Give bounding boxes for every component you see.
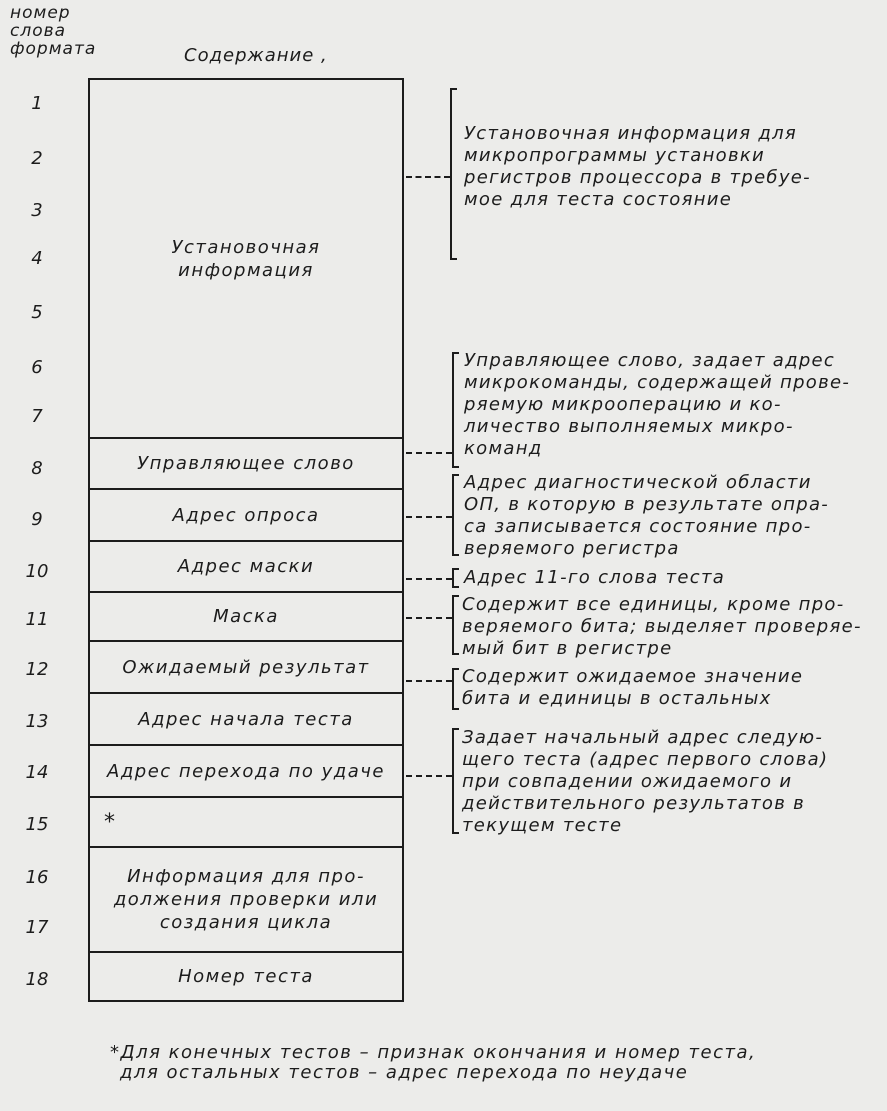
note-line: Адрес диагностической области <box>464 472 812 493</box>
connector-control <box>406 452 452 454</box>
note-line: Установочная информация для <box>464 123 798 144</box>
cell-line: информация <box>178 259 314 281</box>
note-line: Содержит ожидаемое значение <box>462 666 804 687</box>
note-line: микрокоманды, содержащей прове- <box>464 372 851 393</box>
note-line: команд <box>464 438 543 459</box>
cell-poll-address: Адрес опроса <box>90 488 402 540</box>
word-number: 10 <box>25 561 49 582</box>
note-line: личество выполняемых микро- <box>464 416 794 437</box>
footnote-line: для остальных тестов – адрес перехода по неудаче <box>120 1062 689 1083</box>
note-success-jump <box>462 727 828 837</box>
footnote-line: *Для конечных тестов – признак окончания и номер теста, <box>110 1042 757 1063</box>
bracket-setup <box>450 88 457 260</box>
note-line: ОП, в которую в результате опра- <box>464 494 830 515</box>
cell-mask: Маска <box>90 591 402 640</box>
cell-continue-info <box>90 846 402 951</box>
note-line: мое для теста состояние <box>464 189 733 210</box>
bracket-expected <box>452 668 459 710</box>
cell-setup-info <box>90 80 402 437</box>
word-number: 5 <box>31 302 43 323</box>
header-content: Содержание , <box>184 45 328 66</box>
word-number: 6 <box>31 357 43 378</box>
bracket-poll <box>452 474 459 556</box>
note-line: бита и единицы в остальных <box>462 688 772 709</box>
note-line: Содержит все единицы, кроме про- <box>462 594 845 615</box>
note-line: Задает начальный адрес следую- <box>462 727 824 748</box>
note-line: текущем тесте <box>462 815 623 836</box>
note-setup <box>464 123 811 211</box>
note-line: регистров процессора в требуе- <box>464 167 811 188</box>
bracket-success <box>452 728 459 834</box>
word-number: 12 <box>25 659 49 680</box>
note-control-word <box>464 350 850 460</box>
header-word-number <box>10 4 96 58</box>
cell-success-jump-address: Адрес перехода по удаче <box>90 744 402 796</box>
connector-mask <box>406 617 452 619</box>
word-number: 3 <box>31 200 43 221</box>
note-line: веряемого бита; выделяет проверяе- <box>462 616 862 637</box>
word-number: 9 <box>31 509 43 530</box>
word-number: 17 <box>25 917 49 938</box>
cell-line: Установочная <box>171 236 321 258</box>
note-line: са записывается состояние про- <box>464 516 812 537</box>
note-line: ряемую микрооперацию и ко- <box>464 394 782 415</box>
header-line: слова <box>10 21 67 41</box>
header-line: номер <box>10 3 71 23</box>
note-line: микропрограммы установки <box>464 145 766 166</box>
bracket-mask <box>452 595 459 655</box>
word-number: 11 <box>25 609 49 630</box>
cell-line: Информация для про- <box>127 866 365 887</box>
note-line: при совпадении ожидаемого и <box>462 771 793 792</box>
word-number: 7 <box>31 406 43 427</box>
connector-setup <box>406 176 450 178</box>
note-line: Управляющее слово, задает адрес <box>464 350 836 371</box>
note-poll-address <box>464 472 829 560</box>
cell-mask-address: Адрес маски <box>90 540 402 591</box>
cell-test-start-address: Адрес начала теста <box>90 692 402 744</box>
word-number: 16 <box>25 867 49 888</box>
word-number: 15 <box>25 814 49 835</box>
connector-mask-address <box>406 578 452 580</box>
connector-poll <box>406 516 452 518</box>
header-line: формата <box>10 39 97 59</box>
cell-test-number: Номер теста <box>90 951 402 1000</box>
word-number: 13 <box>25 711 49 732</box>
cell-control-word: Управляющее слово <box>90 437 402 488</box>
word-number: 1 <box>31 93 43 114</box>
footnote <box>110 1043 756 1083</box>
note-line: мый бит в регистре <box>462 638 673 659</box>
word-number: 2 <box>31 148 43 169</box>
connector-expected <box>406 680 452 682</box>
word-number: 18 <box>25 969 49 990</box>
note-line: Адрес 11-го слова теста <box>464 567 726 588</box>
note-mask-address <box>464 567 725 589</box>
word-number: 4 <box>31 248 43 269</box>
note-line: щего теста (адрес первого слова) <box>462 749 829 770</box>
bracket-control <box>452 352 459 468</box>
note-mask <box>462 594 862 660</box>
note-line: действительного результатов в <box>462 793 806 814</box>
cell-expected-result: Ожидаемый результат <box>90 640 402 692</box>
note-expected-result <box>462 666 803 710</box>
connector-success <box>406 775 452 777</box>
cell-line: создания цикла <box>159 912 333 933</box>
cell-line: должения проверки или <box>113 889 379 910</box>
word-number: 8 <box>31 458 43 479</box>
note-line: веряемого регистра <box>464 538 680 559</box>
word-number: 14 <box>25 762 49 783</box>
cell-asterisk: * <box>90 796 402 846</box>
bracket-mask-address <box>452 568 459 588</box>
